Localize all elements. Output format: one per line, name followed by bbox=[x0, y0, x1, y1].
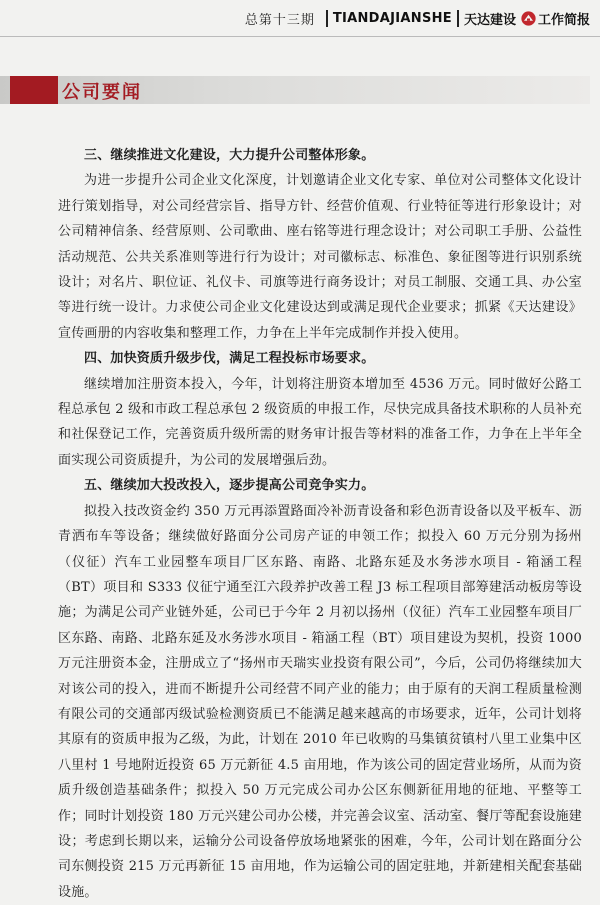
company-logo-icon bbox=[521, 11, 536, 26]
section-banner-accent bbox=[10, 76, 58, 104]
publication-title: 工作简报 bbox=[537, 12, 590, 28]
article-paragraph-investment: 拟投入技改资金约 350 万元再添置路面冷补沥青设备和彩色沥青设备以及平板车、沥青洒布车等设备；继续做好路面分公司房产证的申领工作；拟投入 60 万元分别为扬州（仪征）汽车工业园整车项目厂区东路、南路、北路东延及水务涉水项目 - 箱涵工程（BT）项目和 S333 仪征宁通至江六段养护改善工程 J3 标工程项目部筹建活动板房等设施；为满足公司产业链外延，公司已于今年 2 月初以扬州（仪征）汽车工业园整车项目厂区东路、南路、北路东延及水务涉水项目 - 箱涵工程（BT）项目建设为契机，投资 1000 万元注册资本金，注册成立了“扬州市天瑞实业投资有限公司”，今后，公司仍将继续加大对该公司的投入，进而不断提升公司经营不同产业的能力；由于原有的天润工程质量检测有限公司的交通部丙级试验检测资质已不能满足越来越高的市场要求，近年，公司计划将其原有的资质申报为乙级，为此，计划在 2010 年已收购的马集镇贫镇村八里工业集中区八里村 1 号地附近投资 65 万元新征 4.5 亩用地，作为该公司的固定营业场所，从而为资质升级创造基础条件；拟投入 50 万元完成公司办公区东侧新征用地的征地、平整等工作；同时计划投资 180 万元兴建公司办公楼，并完善会议室、活动室、餐厅等配套设施建设；考虑到长期以来，运输分公司设备停放场地紧张的困难，今年，公司计划在路面分公司东侧投资 215 万元再新征 15 亩用地，作为运输公司的固定驻地，并新建相关配套基础设施。 bbox=[58, 503, 582, 900]
article-heading-investment: 五、继续加大投改投入，逐步提高公司竞争实力。 bbox=[84, 478, 375, 494]
article-body bbox=[58, 143, 582, 905]
header-divider bbox=[457, 10, 459, 27]
section-title: 公司要闻 bbox=[62, 82, 142, 103]
page-header bbox=[0, 0, 600, 36]
header-divider bbox=[326, 10, 328, 27]
company-name: 天达建设 bbox=[463, 12, 516, 28]
publication-pinyin: TIANDAJIANSHE bbox=[332, 10, 452, 26]
issue-number: 总第十三期 bbox=[244, 12, 315, 28]
article-heading-culture: 三、继续推进文化建设，大力提升公司整体形象。 bbox=[84, 148, 375, 163]
article-paragraph-qualification: 继续增加注册资本投入，今年，计划将注册资本增加至 4536 万元。同时做好公路工程总承包 2 级和市政工程总承包 2 级资质的申报工作，尽快完成具备技术职称的人员补充和社保登记工作，完善资质升级所需的财务审计报告等材料的准备工作，力争在上半年全面实现公司资质提升，为公司的发展增强后劲。 bbox=[58, 376, 582, 468]
header-rule bbox=[0, 36, 600, 37]
article-heading-qualification: 四、加快资质升级步伐，满足工程投标市场要求。 bbox=[84, 351, 375, 367]
article-paragraph-culture: 为进一步提升公司企业文化深度，计划邀请企业文化专家、单位对公司整体文化设计进行策划指导，对公司经营宗旨、指导方针、经营价值观、行业特征等进行形象设计；对公司精神信条、经营原则、公司歌曲、座右铭等进行理念设计；对公司职工手册、公益性活动规范、公共关系准则等进行行为设计；对司徽标志、标准色、象征图等进行识别系统设计；对名片、职位证、礼仪卡、司旗等进行商务设计；对员工制服、交通工具、办公室等进行统一设计。力求使公司企业文化建设达到或满足现代企业要求；抓紧《天达建设》宣传画册的内容收集和整理工作，力争在上半年完成制作并投入使用。 bbox=[58, 173, 582, 341]
